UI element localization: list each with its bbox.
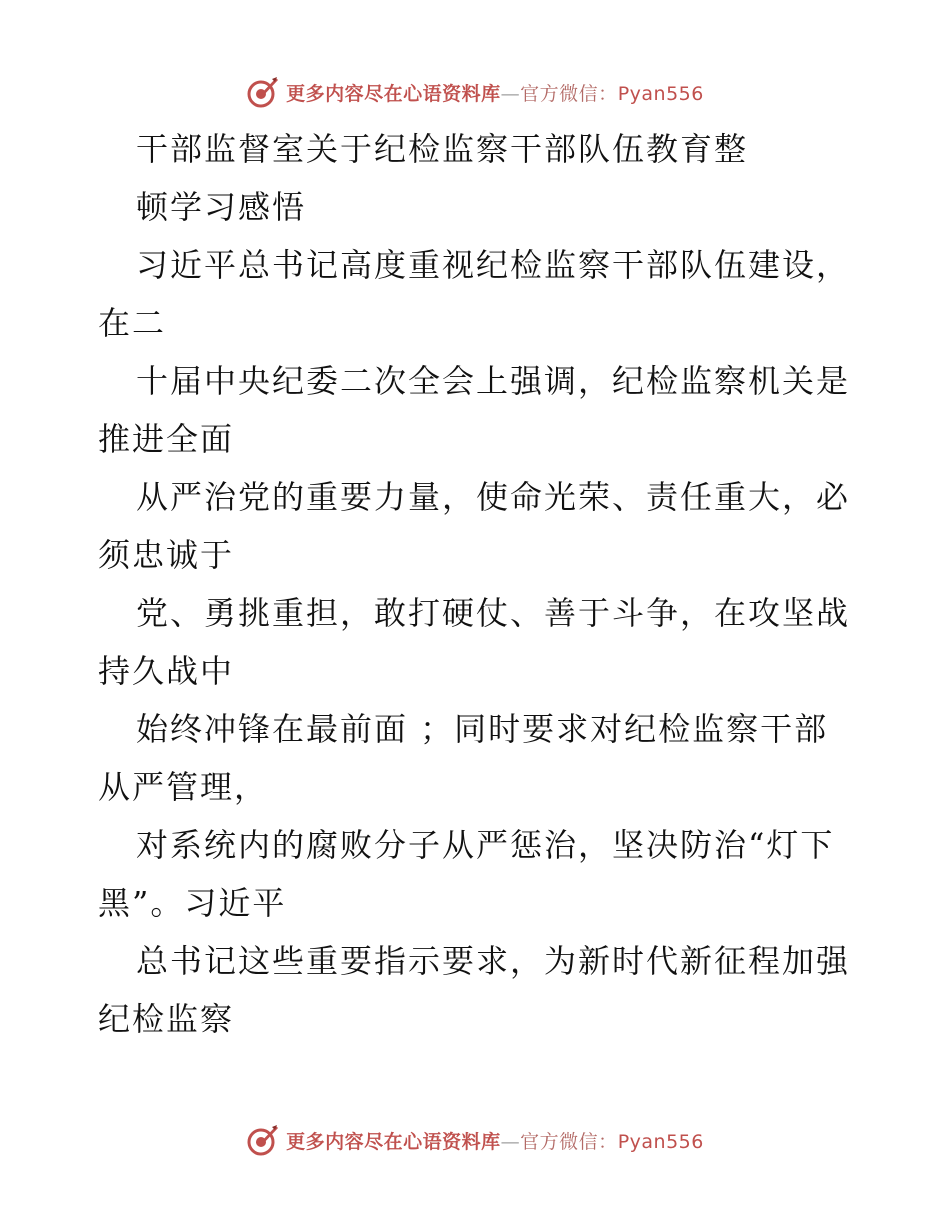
- text-line: 须忠诚于: [98, 536, 235, 574]
- text-line: 在二: [98, 304, 167, 342]
- text-line: 持久战中: [98, 652, 235, 690]
- text-line: 推进全面: [98, 420, 235, 458]
- text-line: 从严治党的重要力量，使命光荣、责任重大，必: [136, 478, 851, 516]
- text-line: 纪检监察: [98, 1000, 235, 1038]
- text-line: 对系统内的腐败分子从严惩治，坚决防治“灯下: [136, 826, 835, 864]
- text-line: 顿学习感悟: [136, 188, 307, 226]
- text-line: 干部监督室关于纪检监察干部队伍教育整: [136, 130, 749, 168]
- quill-pen-circle-icon: [246, 75, 280, 109]
- text-line: 习近平总书记高度重视纪检监察干部队伍建设，: [136, 246, 851, 284]
- text-line: 总书记这些重要指示要求，为新时代新征程加强: [136, 942, 851, 980]
- watermark-text: 更多内容尽在心语资料库—官方微信：Pyan556: [286, 1130, 704, 1153]
- footer-watermark: [0, 1120, 950, 1160]
- text-line: 十届中央纪委二次全会上强调，纪检监察机关是: [136, 362, 851, 400]
- text-line: 始终冲锋在最前面 ；同时要求对纪检监察干部: [136, 710, 829, 748]
- text-line: 黑”。习近平: [98, 884, 287, 922]
- text-line: 从严管理，: [98, 768, 269, 806]
- header-watermark: [0, 72, 950, 112]
- text-line: 党、勇挑重担，敢打硬仗、善于斗争，在攻坚战: [136, 594, 851, 632]
- watermark-text: 更多内容尽在心语资料库—官方微信：Pyan556: [286, 82, 704, 105]
- quill-pen-circle-icon: [246, 1123, 280, 1157]
- document-body: [98, 120, 858, 1048]
